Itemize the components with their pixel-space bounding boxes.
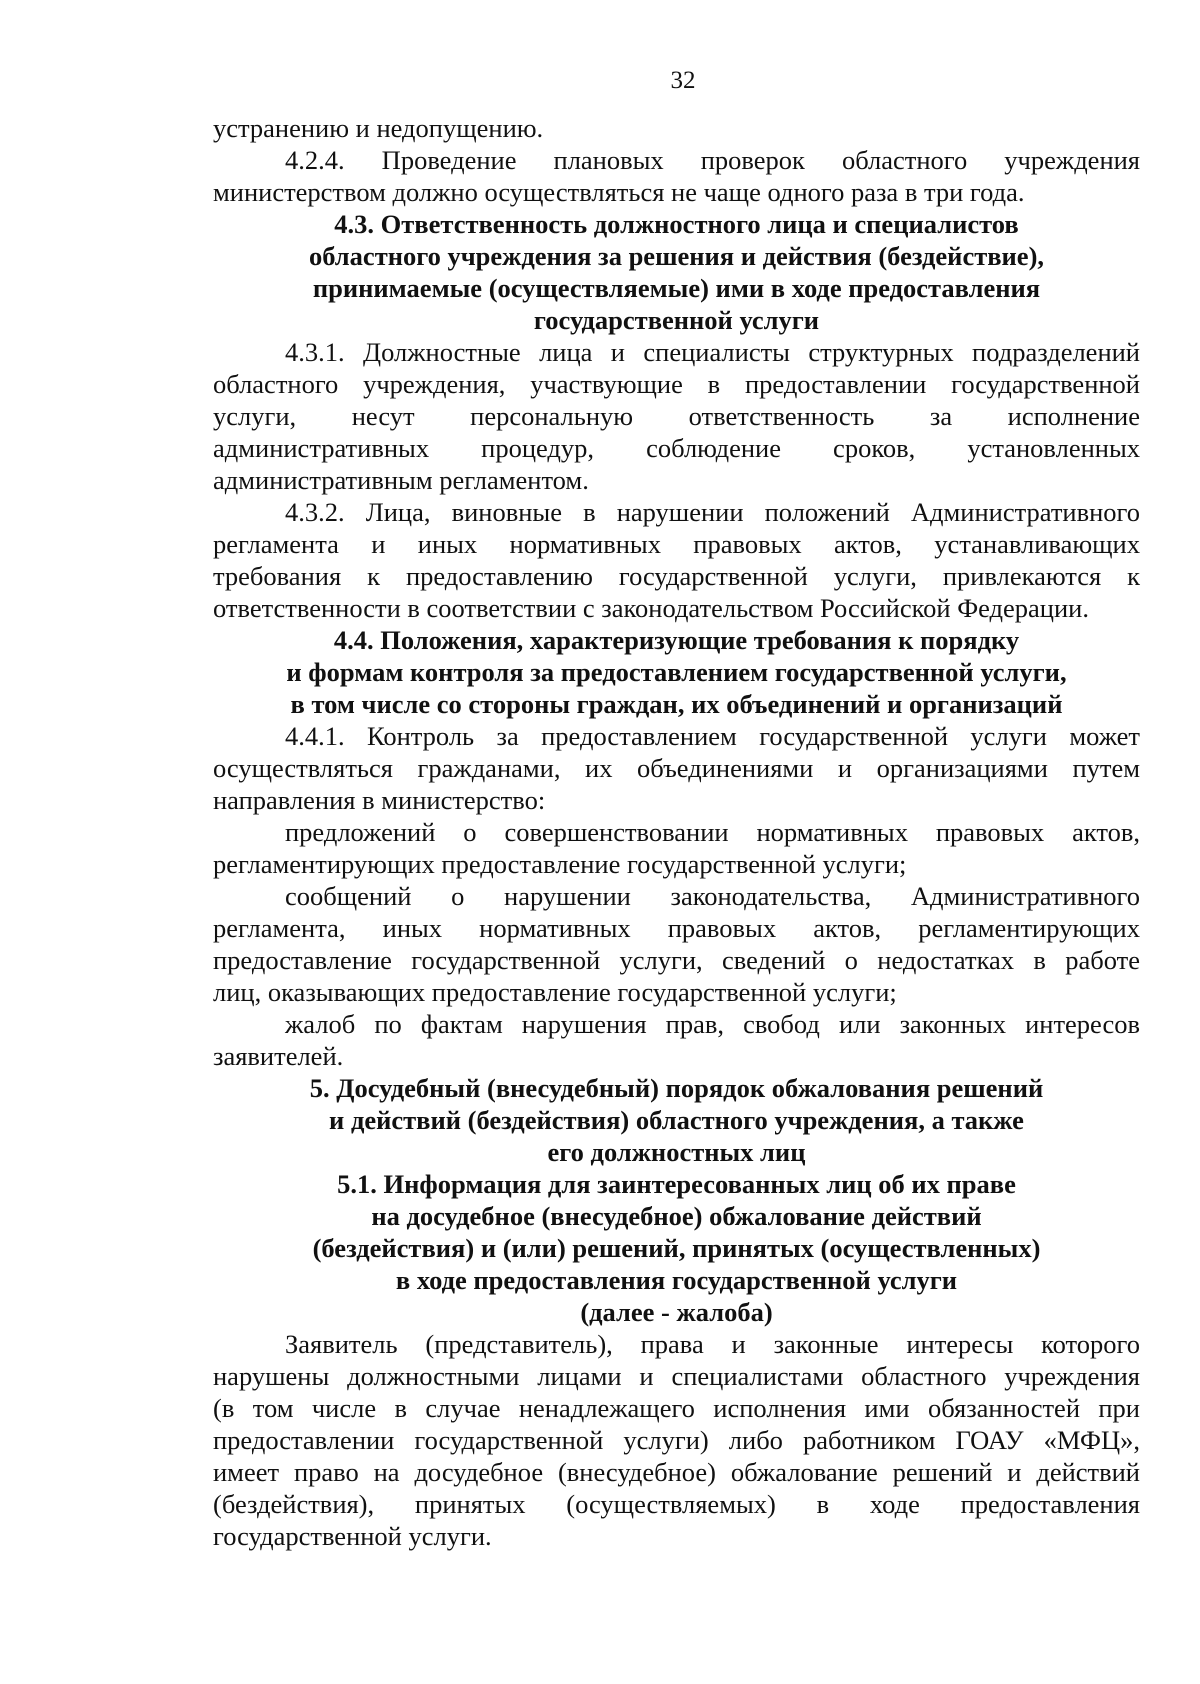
text-line: 4.2.4. Проведение плановых проверок областного учреждения	[285, 145, 1140, 175]
section-heading	[213, 1168, 1140, 1328]
text-line: жалоб по фактам нарушения прав, свобод или законных интересов	[285, 1009, 1140, 1039]
text-line: административным регламентом.	[213, 465, 589, 495]
text-line: его должностных лиц	[547, 1137, 806, 1167]
text-line: предложений о совершенствовании нормативных правовых актов,	[285, 817, 1140, 847]
text-line: (в том числе в случае ненадлежащего исполнения ими обязанностей при	[213, 1393, 1140, 1423]
text-line: государственной услуги	[533, 305, 820, 335]
text-line: устранению и недопущению.	[213, 113, 544, 143]
text-line: направления в министерство:	[213, 785, 546, 815]
paragraph	[213, 1008, 1140, 1072]
document-body	[213, 112, 1140, 1552]
text-line: Заявитель (представитель), права и законные интересы которого	[285, 1329, 1140, 1359]
paragraph	[213, 816, 1140, 880]
paragraph	[213, 1328, 1140, 1552]
text-line: регламентирующих предоставление государственной услуги;	[213, 849, 907, 879]
text-line: (далее - жалоба)	[580, 1297, 773, 1327]
paragraph	[213, 144, 1140, 208]
text-line: 4.4.1. Контроль за предоставлением государственной услуги может	[285, 721, 1140, 751]
text-line: осуществляться гражданами, их объединениями и организациями путем	[213, 753, 1140, 783]
page-number: 32	[670, 67, 696, 94]
text-line: имеет право на досудебное (внесудебное) обжалование решений и действий	[213, 1457, 1140, 1487]
text-line: 5. Досудебный (внесудебный) порядок обжалования решений	[309, 1073, 1044, 1103]
text-line: и формам контроля за предоставлением государственной услуги,	[286, 657, 1067, 687]
text-line: в ходе предоставления государственной услуги	[395, 1265, 958, 1295]
text-line: в том числе со стороны граждан, их объединений и организаций	[290, 689, 1063, 719]
text-line: и действий (бездействия) областного учреждения, а также	[329, 1105, 1024, 1135]
text-line: на досудебное (внесудебное) обжалование действий	[371, 1201, 982, 1231]
paragraph	[213, 336, 1140, 496]
text-line: 4.3.2. Лица, виновные в нарушении положений Административного	[285, 497, 1140, 527]
text-line: 4.4. Положения, характеризующие требования к порядку	[333, 625, 1020, 655]
text-line: ответственности в соответствии с законодательством Российской Федерации.	[213, 593, 1089, 623]
paragraph	[213, 720, 1140, 816]
text-line: (бездействия), принятых (осуществляемых) в ходе предоставления	[213, 1489, 1140, 1519]
section-heading	[213, 624, 1140, 720]
text-line: требования к предоставлению государственной услуги, привлекаются к	[213, 561, 1140, 591]
text-line: регламента, иных нормативных правовых актов, регламентирующих	[213, 913, 1140, 943]
text-line: административных процедур, соблюдение сроков, установленных	[213, 433, 1140, 463]
text-line: нарушены должностными лицами и специалистами областного учреждения	[213, 1361, 1140, 1391]
text-line: регламента и иных нормативных правовых актов, устанавливающих	[213, 529, 1140, 559]
text-line: (бездействия) и (или) решений, принятых (осуществленных)	[312, 1233, 1041, 1263]
text-line: областного учреждения, участвующие в предоставлении государственной	[213, 369, 1140, 399]
text-line: предоставление государственной услуги, сведений о недостатках в работе	[213, 945, 1140, 975]
paragraph	[213, 112, 1140, 144]
text-line: государственной услуги.	[213, 1521, 492, 1551]
section-heading	[213, 208, 1140, 336]
text-line: министерством должно осуществляться не чаще одного раза в три года.	[213, 177, 1025, 207]
section-heading	[213, 1072, 1140, 1168]
text-line: предоставлении государственной услуги) либо работником ГОАУ «МФЦ»,	[213, 1425, 1140, 1455]
paragraph	[213, 880, 1140, 1008]
text-line: лиц, оказывающих предоставление государственной услуги;	[213, 977, 897, 1007]
text-line: 5.1. Информация для заинтересованных лиц об их праве	[337, 1169, 1016, 1199]
text-line: услуги, несут персональную ответственность за исполнение	[213, 401, 1140, 431]
text-line: сообщений о нарушении законодательства, Административного	[285, 881, 1140, 911]
text-line: областного учреждения за решения и действия (бездействие),	[308, 241, 1045, 271]
text-line: заявителей.	[213, 1041, 344, 1071]
text-line: принимаемые (осуществляемые) ими в ходе предоставления	[312, 273, 1041, 303]
text-line: 4.3.1. Должностные лица и специалисты структурных подразделений	[285, 337, 1140, 367]
text-line: 4.3. Ответственность должностного лица и специалистов	[334, 209, 1019, 239]
paragraph	[213, 496, 1140, 624]
